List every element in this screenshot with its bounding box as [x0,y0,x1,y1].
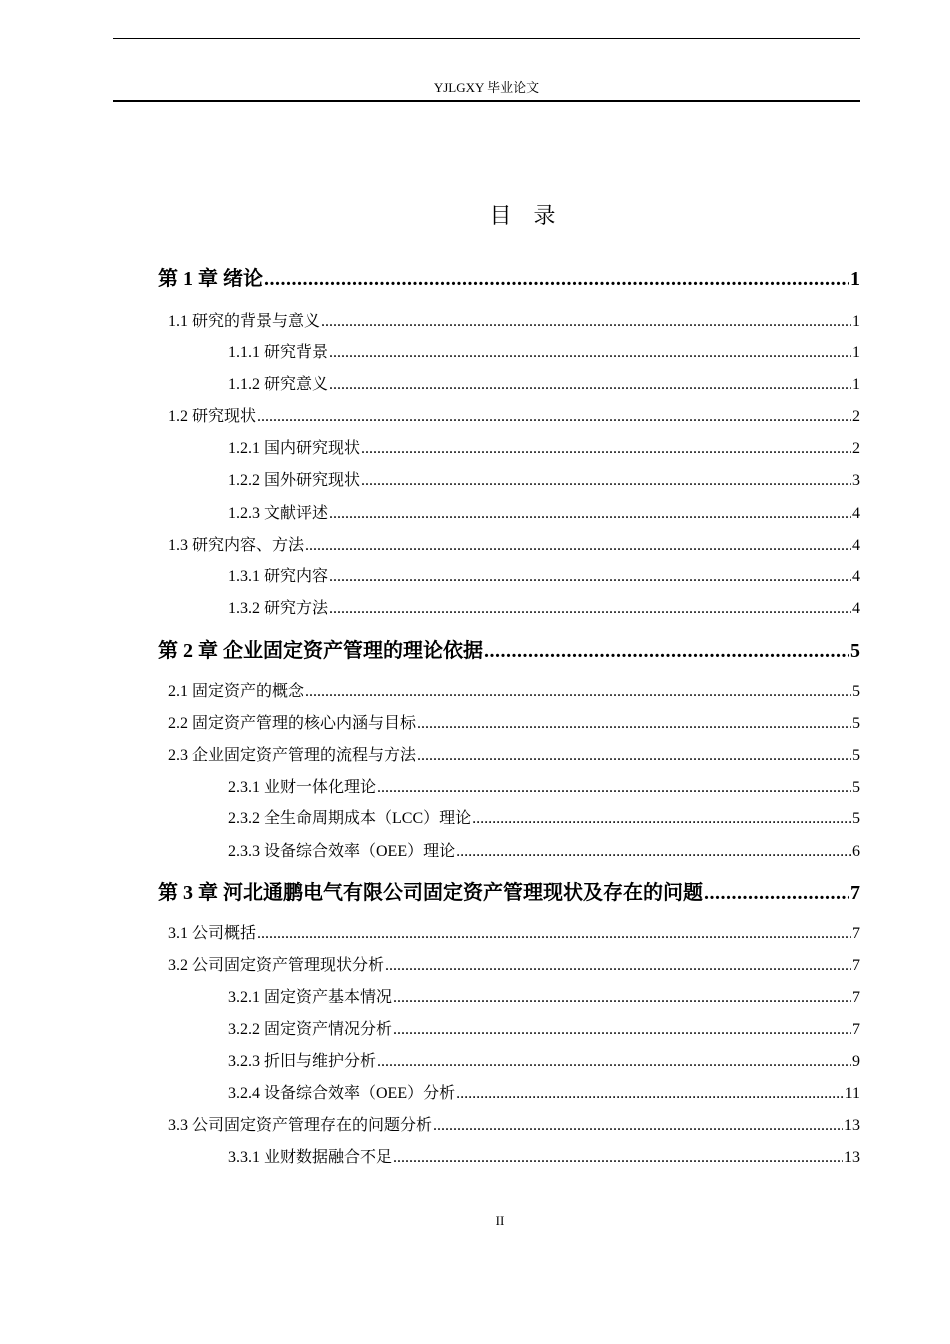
toc-entry-label: 1.2.1 国内研究现状 [228,440,361,457]
toc-leader-dots [377,1051,851,1073]
toc-entry-label: 3.2.4 设备综合效率（OEE）分析 [228,1085,456,1102]
toc-leader-dots [329,503,851,525]
toc-leader-dots [329,342,851,364]
toc-entry-section[interactable] [168,923,860,945]
toc-leader-dots [484,638,849,664]
toc-entry-subsection[interactable] [228,566,860,588]
page-number: II [495,1213,505,1228]
toc-entry-subsection[interactable] [228,598,860,620]
toc-entry-page: 6 [852,843,860,860]
toc-entry-section[interactable] [168,681,860,703]
toc-entry-subsection[interactable] [228,987,860,1009]
toc-leader-dots [361,470,851,492]
toc-leader-dots [393,1147,843,1169]
toc-entry-page: 3 [852,472,860,489]
toc-entry-label: 1.2.3 文献评述 [228,505,329,522]
toc-title-text: 目 录 [489,203,556,228]
toc-entry-subsection[interactable] [228,841,860,863]
toc-entry-page: 4 [852,568,860,585]
toc-entry-page: 1 [850,268,860,290]
toc-entry-section[interactable] [168,1115,860,1137]
toc-leader-dots [417,713,851,735]
toc-entry-label: 3.3.1 业财数据融合不足 [228,1149,393,1166]
toc-entry-page: 7 [852,957,860,974]
toc-entry-label: 2.1 固定资产的概念 [168,683,305,700]
toc-entry-subsection[interactable] [228,1019,860,1041]
toc-entry-page: 7 [850,882,860,904]
toc-entry-label: 3.2 公司固定资产管理现状分析 [168,957,385,974]
toc-leader-dots [305,681,851,703]
toc-entry-label: 1.3 研究内容、方法 [168,537,305,554]
toc-entry-subsection[interactable] [228,374,860,396]
toc-entry-page: 5 [850,640,860,662]
toc-leader-dots [329,566,851,588]
toc-entry-subsection[interactable] [228,777,860,799]
toc-leader-dots [393,987,851,1009]
toc-entry-section[interactable] [168,311,860,333]
toc-entry-page: 7 [852,1021,860,1038]
toc-leader-dots [433,1115,843,1137]
toc-leader-dots [385,955,851,977]
toc-entry-label: 2.3.2 全生命周期成本（LCC）理论 [228,810,472,827]
toc-entry-subsection[interactable] [228,808,860,830]
toc-entry-label: 1.1 研究的背景与意义 [168,313,321,330]
toc-entry-chapter[interactable] [158,880,860,906]
toc-entry-label: 3.2.2 固定资产情况分析 [228,1021,393,1038]
toc-entry-page: 5 [852,810,860,827]
toc-entry-page: 5 [852,747,860,764]
toc-entry-page: 9 [852,1053,860,1070]
toc-leader-dots [472,808,851,830]
toc-entry-label: 1.2.2 国外研究现状 [228,472,361,489]
toc-entry-section[interactable] [168,745,860,767]
toc-entry-subsection[interactable] [228,503,860,525]
toc-entry-page: 4 [852,600,860,617]
toc-entry-subsection[interactable] [228,342,860,364]
toc-entry-page: 7 [852,989,860,1006]
toc-entry-subsection[interactable] [228,438,860,460]
toc-entry-page: 13 [844,1149,860,1166]
toc-entry-label: 3.2.1 固定资产基本情况 [228,989,393,1006]
toc-leader-dots [417,745,851,767]
toc-entry-page: 7 [852,925,860,942]
toc-leader-dots [704,880,849,906]
toc-entry-subsection[interactable] [228,1147,860,1169]
toc-entry-label: 第 3 章 河北通鹏电气有限公司固定资产管理现状及存在的问题 [158,882,703,904]
toc-entry-subsection[interactable] [228,1083,860,1105]
toc-entry-page: 1 [852,376,860,393]
toc-entry-page: 1 [852,344,860,361]
toc-leader-dots [305,535,851,557]
toc-leader-dots [377,777,851,799]
toc-entry-page: 1 [852,313,860,330]
toc-entry-page: 5 [852,715,860,732]
toc-entry-label: 1.3.2 研究方法 [228,600,329,617]
toc-entry-label: 1.2 研究现状 [168,408,257,425]
toc-entry-section[interactable] [168,406,860,428]
toc-entry-page: 2 [852,440,860,457]
toc-leader-dots [456,1083,843,1105]
toc-entry-label: 3.1 公司概括 [168,925,257,942]
toc-entry-section[interactable] [168,713,860,735]
toc-leader-dots [393,1019,851,1041]
toc-entry-label: 2.3 企业固定资产管理的流程与方法 [168,747,417,764]
running-header: YJLGXY 毕业论文 [433,80,540,95]
toc-leader-dots [321,311,851,333]
toc-entry-page: 11 [844,1085,860,1102]
toc-entry-label: 3.2.3 折旧与维护分析 [228,1053,377,1070]
toc-entry-label: 第 2 章 企业固定资产管理的理论依据 [158,640,483,662]
toc-entry-label: 1.1.2 研究意义 [228,376,329,393]
toc-leader-dots [264,266,849,292]
toc-entry-section[interactable] [168,535,860,557]
toc-leader-dots [257,406,851,428]
toc-leader-dots [456,841,851,863]
toc-entry-chapter[interactable] [158,638,860,664]
toc-leader-dots [329,374,851,396]
toc-entry-label: 2.3.3 设备综合效率（OEE）理论 [228,843,456,860]
toc-entry-page: 5 [852,779,860,796]
toc-entry-chapter[interactable] [158,266,860,292]
toc-entry-label: 1.3.1 研究内容 [228,568,329,585]
toc-entry-label: 2.2 固定资产管理的核心内涵与目标 [168,715,417,732]
toc-entry-page: 13 [844,1117,860,1134]
toc-entry-page: 4 [852,505,860,522]
toc-entry-label: 第 1 章 绪论 [158,268,263,290]
toc-entry-page: 5 [852,683,860,700]
toc-entry-label: 2.3.1 业财一体化理论 [228,779,377,796]
toc-entry-subsection[interactable] [228,1051,860,1073]
toc-leader-dots [257,923,851,945]
toc-leader-dots [329,598,851,620]
toc-entry-page: 2 [852,408,860,425]
toc-entry-subsection[interactable] [228,470,860,492]
toc-entry-section[interactable] [168,955,860,977]
toc-entry-page: 4 [852,537,860,554]
toc-leader-dots [361,438,851,460]
toc-entry-label: 1.1.1 研究背景 [228,344,329,361]
toc-entry-label: 3.3 公司固定资产管理存在的问题分析 [168,1117,433,1134]
